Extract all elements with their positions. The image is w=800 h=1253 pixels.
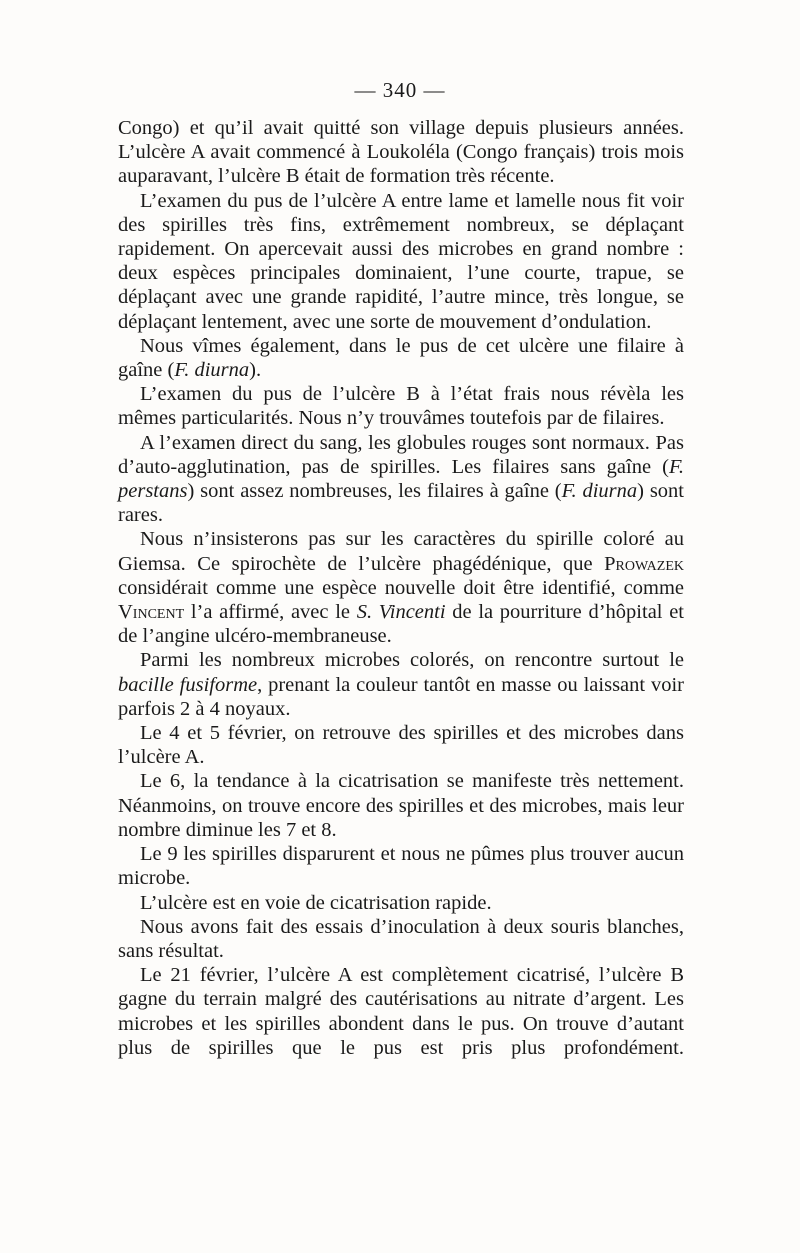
paragraph: Nous vîmes également, dans le pus de cet ulcère une filaire à gaîne (F. diurna). — [118, 334, 684, 382]
paragraph: L’examen du pus de l’ulcère B à l’état frais nous révèla les mêmes particularités. Nous n’y trouvâmes toutefois par de filaires. — [118, 383, 684, 430]
page-number: — 340 — — [354, 78, 446, 102]
paragraph: A l’examen direct du sang, les globules rouges sont normaux. Pas d’auto-agglutination, pas de spirilles. Les filaires sans gaîne (F. perstans) sont assez nombreuses, les filaires à gaîne (F. diurna) sont rares. — [118, 431, 684, 527]
paragraph: Le 21 février, l’ulcère A est complètement cicatrisé, l’ulcère B gagne du terrain malgré des cautérisations au nitrate d’argent. Les microbes et les spirilles abondent dans le pus. On trouve d’autant plus de spirilles que le pus est pris plus profondément. — [118, 964, 684, 1059]
paragraph: Le 9 les spirilles disparurent et nous ne pûmes plus trouver aucun microbe. — [118, 843, 684, 890]
body-text — [118, 116, 684, 1060]
paragraph: Nous n’insisterons pas sur les caractères du spirille coloré au Giemsa. Ce spirochète de l’ulcère phagédénique, que Prowazek considérait comme une espèce nouvelle doit être identifié, comme Vincent l’a affirmé, avec le S. Vincenti de la pourriture d’hôpital et de l’angine ulcéro-membraneuse. — [118, 528, 684, 648]
paragraph: Congo) et qu’il avait quitté son village depuis plusieurs années. L’ulcère A avait commencé à Loukoléla (Congo français) trois mois auparavant, l’ulcère B était de formation très récente. — [118, 117, 684, 188]
paragraph: Le 4 et 5 février, on retrouve des spirilles et des microbes dans l’ulcère A. — [118, 722, 684, 769]
paragraph: Parmi les nombreux microbes colorés, on rencontre surtout le bacille fusiforme, prenant la couleur tantôt en masse ou laissant voir parfois 2 à 4 noyaux. — [118, 649, 684, 720]
paragraph: Nous avons fait des essais d’inoculation à deux souris blanches, sans résultat. — [118, 915, 684, 962]
paragraph: L’examen du pus de l’ulcère A entre lame et lamelle nous fit voir des spirilles très fins, extrêmement nombreux, se déplaçant rapidement. On apercevait aussi des microbes en grand nombre : deux espèces principales dominaient, l’une courte, trapue, se déplaçant avec une grande rapidité, l’autre mince, très longue, se déplaçant lentement, avec une sorte de mouvement d’ondulation. — [118, 189, 684, 333]
paragraph: Le 6, la tendance à la cicatrisation se manifeste très nettement. Néanmoins, on trouve encore des spirilles et des microbes, mais leur nombre diminue les 7 et 8. — [118, 770, 684, 841]
paragraph: L’ulcère est en voie de cicatrisation rapide. — [140, 891, 492, 914]
